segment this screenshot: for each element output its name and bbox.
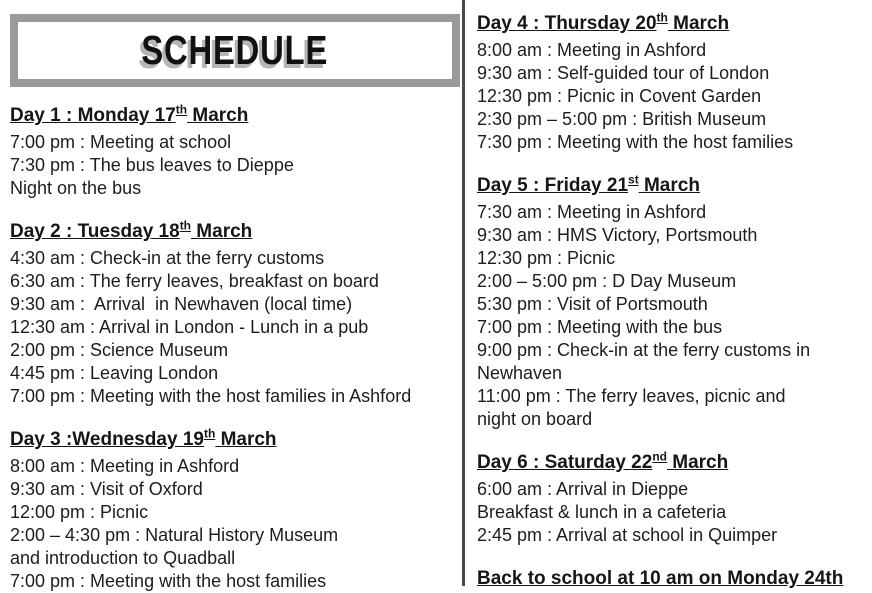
day-section-5 bbox=[477, 174, 870, 431]
schedule-item: 8:00 am : Meeting in Ashford bbox=[477, 40, 707, 60]
schedule-item: 9:30 am : Self-guided tour of London bbox=[477, 63, 770, 83]
day-3-heading-month: March bbox=[215, 429, 277, 450]
schedule-item: 7:00 pm : Meeting with the host families bbox=[10, 571, 327, 591]
day-section-1 bbox=[10, 104, 460, 200]
schedule-item: 5:30 pm : Visit of Portsmouth bbox=[477, 294, 708, 314]
day-5-heading bbox=[477, 174, 870, 198]
day-4-heading-month: March bbox=[667, 13, 730, 34]
schedule-item: 2:30 pm – 5:00 pm : British Museum bbox=[477, 109, 767, 129]
day-1-heading-month: March bbox=[187, 105, 249, 126]
schedule-item: 2:00 – 5:00 pm : D Day Museum bbox=[477, 271, 737, 291]
day-section-3 bbox=[10, 428, 460, 593]
schedule-item: 2:45 pm : Arrival at school in Quimper bbox=[477, 525, 778, 545]
schedule-item: 7:00 pm : Meeting with the bus bbox=[477, 317, 723, 337]
day-4-heading bbox=[477, 12, 870, 36]
day-5-heading-text: Day 5 : Friday 21 bbox=[477, 175, 629, 196]
day-1-heading-text: Day 1 : Monday 17 bbox=[10, 105, 176, 126]
page-title: SCHEDULE bbox=[141, 27, 329, 73]
day-3-ordinal: th bbox=[203, 426, 216, 441]
day-1-heading bbox=[10, 104, 460, 128]
schedule-item: 7:30 pm : Meeting with the host families bbox=[477, 132, 794, 152]
day-6-heading-month: March bbox=[666, 452, 729, 473]
schedule-item: 6:00 am : Arrival in Dieppe bbox=[477, 479, 689, 499]
day-6-heading bbox=[477, 451, 870, 475]
schedule-item: 8:00 am : Meeting in Ashford bbox=[10, 456, 240, 476]
day-6-ordinal: nd bbox=[652, 449, 667, 464]
day-2-ordinal: th bbox=[179, 218, 192, 233]
day-section-2 bbox=[10, 220, 460, 408]
day-section-6 bbox=[477, 451, 870, 547]
schedule-item: 7:30 am : Meeting in Ashford bbox=[477, 202, 707, 222]
day-5-ordinal: st bbox=[628, 172, 639, 187]
schedule-item: 2:00 pm : Science Museum bbox=[10, 340, 229, 360]
right-column bbox=[477, 0, 870, 591]
schedule-item: and introduction to Quadball bbox=[10, 548, 236, 568]
schedule-item: 12:30 pm : Picnic in Covent Garden bbox=[477, 86, 762, 106]
day-3-heading bbox=[10, 428, 460, 452]
schedule-item: Newhaven bbox=[477, 363, 563, 383]
schedule-item: 6:30 am : The ferry leaves, breakfast on board bbox=[10, 271, 379, 291]
schedule-item: Breakfast & lunch in a cafeteria bbox=[477, 502, 727, 522]
day-2-heading-month: March bbox=[191, 221, 253, 242]
day-2-heading-text: Day 2 : Tuesday 18 bbox=[10, 221, 180, 242]
day-section-4 bbox=[477, 12, 870, 154]
day-2-heading bbox=[10, 220, 460, 244]
footer-note: Back to school at 10 am on Monday 24th bbox=[477, 568, 844, 589]
schedule-item: 7:00 pm : Meeting at school bbox=[10, 132, 232, 152]
day-5-heading-month: March bbox=[638, 175, 700, 196]
day-6-heading-text: Day 6 : Saturday 22 bbox=[477, 452, 653, 473]
schedule-item: 12:30 am : Arrival in London - Lunch in a pub bbox=[10, 317, 369, 337]
schedule-title-box bbox=[10, 14, 460, 87]
schedule-item: 11:00 pm : The ferry leaves, picnic and bbox=[477, 386, 786, 406]
schedule-item: 7:00 pm : Meeting with the host families in Ashford bbox=[10, 386, 412, 406]
schedule-item: night on board bbox=[477, 409, 593, 429]
schedule-item: 9:30 am : HMS Victory, Portsmouth bbox=[477, 225, 758, 245]
schedule-item: 4:45 pm : Leaving London bbox=[10, 363, 219, 383]
schedule-item: 9:30 am : Arrival in Newhaven (local time) bbox=[10, 294, 353, 314]
schedule-item: 7:30 pm : The bus leaves to Dieppe bbox=[10, 155, 294, 175]
schedule-item: 2:00 – 4:30 pm : Natural History Museum bbox=[10, 525, 339, 545]
day-4-heading-text: Day 4 : Thursday 20 bbox=[477, 13, 657, 34]
schedule-item: Night on the bus bbox=[10, 178, 142, 198]
schedule-item: 9:00 pm : Check-in at the ferry customs in bbox=[477, 340, 811, 360]
day-3-heading-text: Day 3 :Wednesday 19 bbox=[10, 429, 204, 450]
column-divider bbox=[462, 0, 465, 586]
schedule-item: 4:30 am : Check-in at the ferry customs bbox=[10, 248, 325, 268]
day-1-ordinal: th bbox=[175, 102, 188, 117]
schedule-item: 9:30 am : Visit of Oxford bbox=[10, 479, 203, 499]
schedule-item: 12:30 pm : Picnic bbox=[477, 248, 616, 268]
day-4-ordinal: th bbox=[656, 10, 668, 25]
left-column bbox=[10, 0, 460, 593]
schedule-item: 12:00 pm : Picnic bbox=[10, 502, 149, 522]
